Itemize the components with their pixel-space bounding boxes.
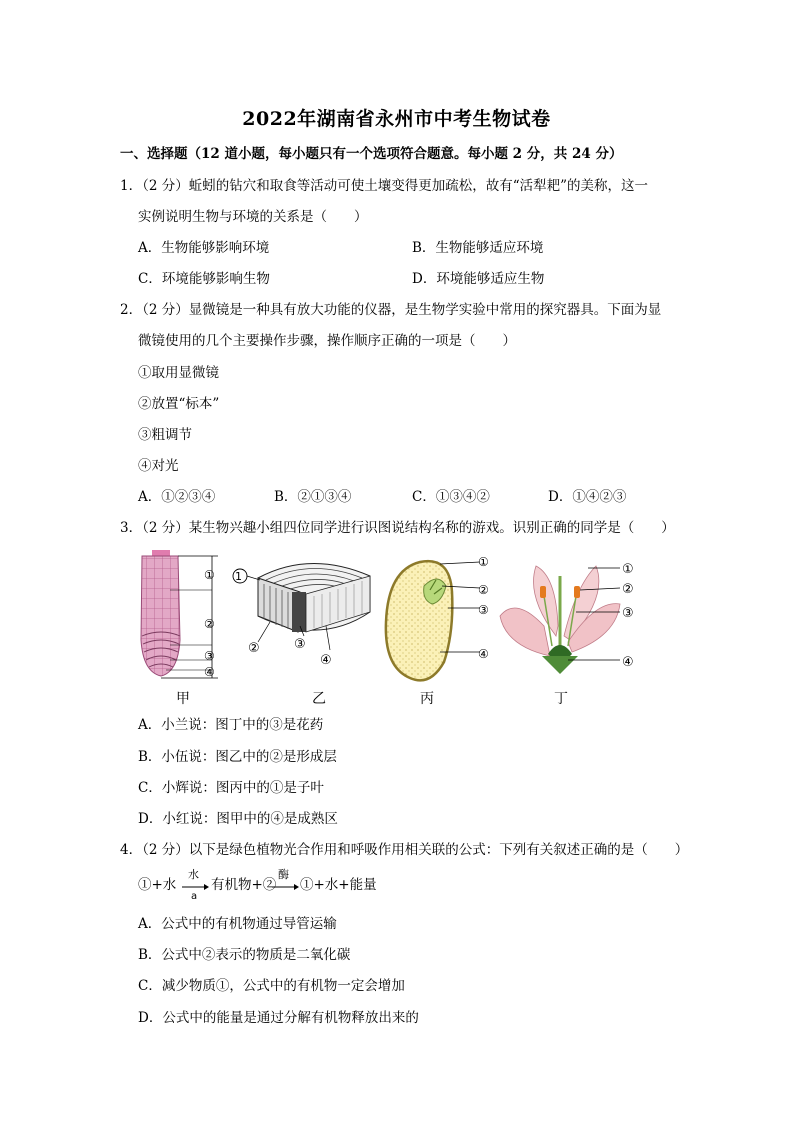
q4-formula (138, 866, 398, 906)
q4-option-b[interactable]: B．公式中②表示的物质是二氧化碳 (138, 947, 351, 963)
flower-label-4: ④ (622, 655, 634, 670)
caption-ding: 丁 (554, 691, 568, 707)
seed-label-1: ① (478, 555, 489, 569)
q1-stem-line1: 1．（2 分）蚯蚓的钻穴和取食等活动可使土壤变得更加疏松，故有“活犁耙”的美称，这一 (120, 178, 649, 194)
q2-option-c[interactable]: C．①③④② (412, 489, 490, 505)
figure-bean-seed (380, 552, 500, 688)
q2-option-b[interactable]: B．②①③④ (274, 489, 352, 505)
q2-step-2: ②放置“标本” (138, 396, 220, 412)
formula-reactants: ①+水 (138, 877, 177, 893)
caption-bing: 丙 (420, 691, 434, 707)
q2-step-1: ①取用显微镜 (138, 365, 219, 381)
flower-label-2: ② (622, 582, 634, 597)
formula-arrow-a-top: 水 (188, 868, 199, 881)
q3-option-d[interactable]: D．小红说：图甲中的④是成熟区 (138, 811, 338, 827)
q2-option-d[interactable]: D．①④②③ (548, 489, 627, 505)
q3-stem: 3．（2 分）某生物兴趣小组四位同学进行识图说结构名称的游戏。识别正确的同学是（ ） (120, 520, 675, 536)
formula-arrow-b-top: 酶 (278, 868, 289, 881)
root-label-3: ③ (204, 649, 215, 663)
q3-option-c[interactable]: C．小辉说：图丙中的①是子叶 (138, 780, 324, 796)
flower-label-1: ① (622, 562, 634, 577)
root-label-2: ② (204, 617, 215, 631)
svg-text:1: 1 (235, 570, 242, 583)
q4-option-c[interactable]: C．减少物质①，公式中的有机物一定会增加 (138, 978, 405, 994)
formula-respiration-products: ①+水+能量 (300, 877, 377, 893)
q1-option-b[interactable]: B．生物能够适应环境 (412, 240, 544, 256)
seed-label-2: ② (478, 583, 489, 597)
q3-option-a[interactable]: A．小兰说：图丁中的③是花药 (138, 717, 324, 733)
q2-stem-line2: 微镜使用的几个主要操作步骤，操作顺序正确的一项是（ ） (138, 333, 516, 349)
section-heading: 一、选择题（12 道小题，每小题只有一个选项符合题意。每小题 2 分，共 24 分） (120, 146, 623, 162)
stem-label-3: ③ (294, 637, 306, 652)
seed-label-3: ③ (478, 603, 489, 617)
figure-flower (496, 556, 646, 680)
root-label-1: ① (204, 568, 215, 582)
stem-label-2: ② (248, 641, 260, 656)
q1-option-d[interactable]: D．环境能够适应生物 (412, 271, 545, 287)
q2-option-a[interactable]: A．①②③④ (138, 489, 216, 505)
figure-woody-stem (230, 556, 380, 671)
caption-jia: 甲 (176, 691, 190, 707)
arrow-b-icon (272, 883, 300, 891)
seed-label-4: ④ (478, 647, 489, 661)
caption-yi: 乙 (312, 691, 326, 707)
q3-option-b[interactable]: B．小伍说：图乙中的②是形成层 (138, 749, 337, 765)
q2-step-4: ④对光 (138, 458, 179, 474)
root-label-4: ④ (204, 665, 215, 679)
q1-option-c[interactable]: C．环境能够影响生物 (138, 271, 270, 287)
q2-stem-line1: 2．（2 分）显微镜是一种具有放大功能的仪器，是生物学实验中常用的探究器具。下面为显 (120, 302, 662, 318)
q4-stem: 4．（2 分）以下是绿色植物光合作用和呼吸作用相关联的公式：下列有关叙述正确的是（ ） (120, 842, 689, 858)
formula-products: 有机物+② (211, 877, 277, 893)
q4-option-a[interactable]: A．公式中的有机物通过导管运输 (138, 916, 337, 932)
stem-label-4: ④ (320, 653, 332, 668)
q2-step-3: ③粗调节 (138, 427, 192, 443)
q4-option-d[interactable]: D．公式中的能量是通过分解有机物释放出来的 (138, 1010, 419, 1026)
q1-stem-line2: 实例说明生物与环境的关系是（ ） (138, 209, 368, 225)
q1-option-a[interactable]: A．生物能够影响环境 (138, 240, 270, 256)
flower-label-3: ③ (622, 606, 634, 621)
figure-root-tip (130, 548, 230, 682)
formula-arrow-a-bottom: a (191, 891, 198, 902)
page-title: 2022年湖南省永州市中考生物试卷 (242, 108, 551, 130)
